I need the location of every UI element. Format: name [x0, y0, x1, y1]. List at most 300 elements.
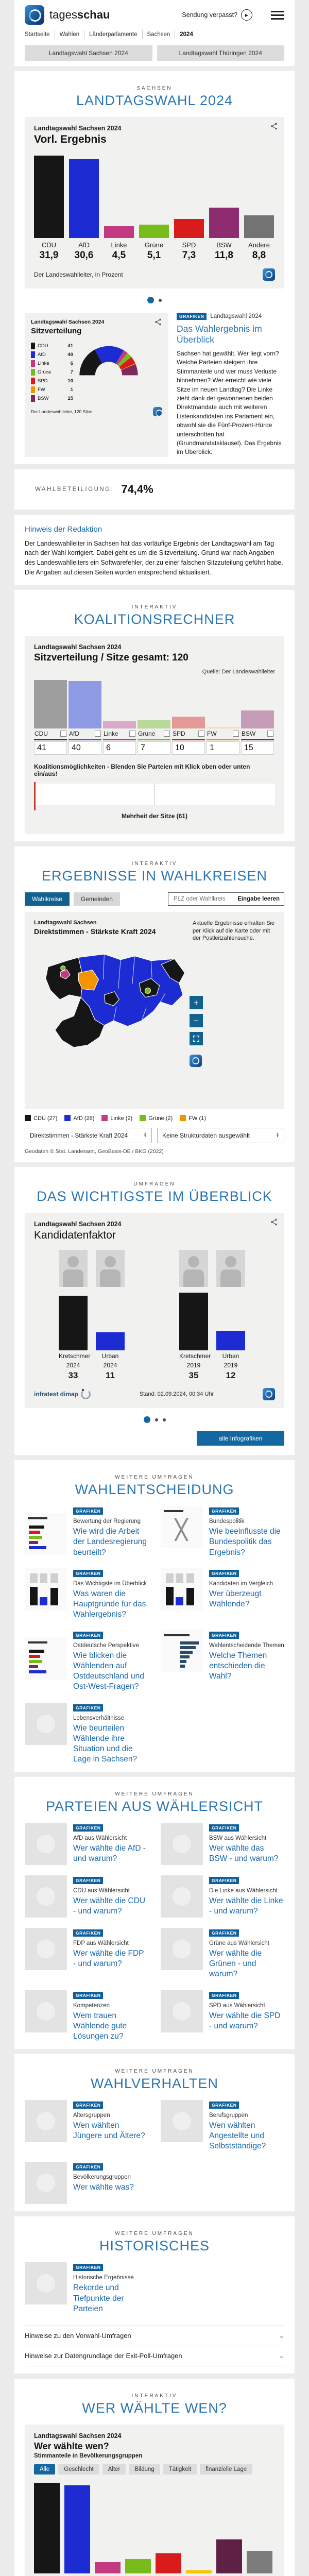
alle-infografiken-button[interactable]: alle Infografiken — [197, 1431, 284, 1446]
tagesschau-logo-icon[interactable] — [25, 5, 44, 25]
teaser-kicker: FDP aus Wählersicht — [73, 1940, 129, 1947]
legend-value: 41 — [67, 343, 73, 349]
teaser-thumbnail[interactable] — [25, 1928, 67, 1970]
nav-item-sachsen[interactable]: Sachsen — [143, 30, 176, 39]
teaser-title[interactable]: Wem trauen Wählende gute Lösungen zu? — [73, 2011, 127, 2041]
grafiken-badge: GRAFIKEN — [209, 1507, 239, 1515]
section-wahlentscheidung — [14, 1460, 295, 1772]
section-title: WER WÄHLTE WEN? — [82, 2400, 227, 2416]
card-kicker: Landtagswahl Sachsen 2024 — [34, 643, 122, 651]
kandidatenfaktor-chart — [59, 1250, 275, 1381]
seat-count-input[interactable]: 40 — [68, 741, 101, 755]
carousel-dot-2[interactable] — [155, 1418, 158, 1421]
bar-AfD — [69, 159, 99, 238]
party-checkbox[interactable] — [233, 731, 239, 737]
card-kicker: Landtagswahl Sachsen 2024 — [34, 1221, 122, 1228]
teaser-card[interactable] — [25, 1703, 148, 1765]
grafiken-badge: GRAFIKEN — [73, 2264, 103, 2271]
legend-row — [31, 394, 73, 403]
teaser-card[interactable] — [161, 1928, 284, 1979]
bar-column-SPD — [156, 2482, 181, 2576]
teaser-thumbnail[interactable] — [25, 1875, 67, 1918]
wahlbeteiligung-value: 74,4% — [121, 482, 153, 496]
party-label: SPD — [173, 730, 185, 737]
teaser-card[interactable] — [25, 1630, 148, 1692]
teaser-title[interactable]: Wer wählte die Grünen - und warum? — [209, 1949, 262, 1979]
teaser-thumbnail[interactable] — [25, 2100, 67, 2142]
bar-value: 7,3 — [182, 250, 196, 261]
bar-value: 30,6 — [74, 250, 94, 261]
koalition-column-Linke — [103, 679, 136, 755]
grafiken-badge: GRAFIKEN — [73, 1992, 103, 1999]
teaser-card[interactable] — [161, 1990, 284, 2042]
carousel-dot-2[interactable] — [159, 299, 162, 302]
saxony-map[interactable] — [34, 946, 188, 1060]
teaser-card[interactable] — [25, 2100, 148, 2151]
bar-value: 4,5 — [112, 250, 126, 261]
nav-item-wahlen[interactable]: Wahlen — [55, 30, 85, 39]
bar-BSW — [209, 208, 239, 238]
teaser-title[interactable]: Wie beurteilen Wählende ihre Situation und die Lage in Sachsen? — [73, 1723, 138, 1764]
accordion-exit-poll[interactable] — [25, 2346, 284, 2366]
section-kicker: WEITERE UMFRAGEN — [115, 2231, 194, 2237]
bar-column-Linke — [95, 2482, 121, 2576]
section-kicker: WEITERE UMFRAGEN — [115, 2069, 194, 2075]
teaser-title[interactable]: Wer wählte die AfD - und warum? — [73, 1844, 146, 1863]
teaser-thumbnail[interactable] — [161, 1928, 203, 1970]
clear-input-button[interactable]: Eingabe leeren — [237, 895, 280, 902]
tab-sachsen[interactable]: Landtagswahl Sachsen 2024 — [25, 45, 152, 61]
teaser-kicker: Wahlentscheidende Themen — [209, 1642, 284, 1649]
teaser-card[interactable] — [25, 1990, 148, 2042]
accordion-label: Hinweise zur Datengrundlage der Exit-Poll-Umfragen — [25, 2352, 182, 2360]
legend-label: Grüne — [38, 369, 52, 375]
card-koalitionsrechner — [25, 636, 284, 834]
party-checkbox[interactable] — [95, 731, 101, 737]
carousel-dots — [25, 297, 284, 303]
bar-column-AfD — [69, 153, 99, 261]
teaser-thumbnail[interactable] — [25, 1703, 67, 1745]
chart-source: Der Landeswahlleiter, 120 Sitze — [31, 409, 93, 414]
carousel-dot-1[interactable] — [147, 297, 154, 303]
brand[interactable] — [49, 8, 110, 22]
carousel-dot-1[interactable] — [144, 1416, 150, 1423]
party-checkbox[interactable] — [60, 731, 66, 737]
section-kicker: INTERAKTIV — [131, 604, 178, 610]
legend-value: 1 — [70, 387, 73, 393]
party-label: AfD — [69, 730, 80, 737]
filter-chip-Geschlecht[interactable]: Geschlecht — [58, 2464, 99, 2475]
teaser-card[interactable] — [25, 1568, 148, 1620]
map-legend-item: AfD (28) — [64, 1115, 94, 1122]
menu-icon[interactable] — [271, 11, 284, 20]
bar-column-Andere — [247, 2482, 272, 2576]
card-title: Sitzverteilung — [31, 327, 82, 335]
section-ergebnis — [14, 71, 295, 464]
section-title: WAHLVERHALTEN — [90, 2076, 219, 2092]
teaser-card[interactable] — [25, 2162, 148, 2204]
fullscreen-button[interactable] — [190, 1032, 203, 1045]
teaser-title[interactable]: Wer wählte das BSW - und warum? — [209, 1844, 279, 1863]
bar-label: Linke — [111, 241, 127, 249]
structure-data-select[interactable] — [157, 1128, 284, 1143]
filter-chip-Tätigkeit[interactable]: Tätigkeit — [163, 2464, 197, 2475]
seat-count-input[interactable]: 6 — [103, 741, 136, 755]
legend-chip — [31, 369, 35, 376]
teaser-thumbnail[interactable] — [25, 1637, 67, 1680]
legend-chip — [31, 343, 35, 349]
teaser-title[interactable]: Rekorde und Tiefpunkte der Parteien — [73, 2283, 124, 2313]
grafiken-badge: GRAFIKEN — [209, 1570, 239, 1577]
section-title: WAHLENTSCHEIDUNG — [75, 1482, 234, 1498]
section-wahlverhalten — [14, 2054, 295, 2211]
bar-SPD — [156, 2553, 181, 2573]
koalition-hint: Koalitionsmöglichkeiten - Blenden Sie Parteien mit Klick oben oder unten ein/aus! — [34, 762, 250, 777]
bar-BSW — [216, 2539, 242, 2573]
nav-item-2024[interactable]: 2024 — [180, 31, 193, 38]
party-checkbox[interactable] — [164, 731, 170, 737]
card-subtitle: Stimmanteile in Bevölkerungsgruppen — [34, 2452, 143, 2459]
party-checkbox[interactable] — [129, 731, 135, 737]
grafiken-badge: GRAFIKEN — [73, 1632, 103, 1639]
filter-chip-Bildung[interactable]: Bildung — [129, 2464, 160, 2475]
party-label: CDU — [35, 730, 48, 737]
dimap-ring-icon — [81, 1389, 91, 1399]
bar-AfD — [64, 2485, 90, 2573]
accordion-label: Hinweise zu den Vorwahl-Umfragen — [25, 2332, 131, 2340]
bar-Urban — [96, 1332, 125, 1350]
section-umfragen — [14, 1167, 295, 1455]
teaser-thumbnail[interactable] — [161, 1630, 203, 1672]
card-title: Direktstimmen - Stärkste Kraft 2024 — [34, 927, 156, 936]
teaser-card[interactable] — [161, 1630, 284, 1692]
filter-chip-Alle[interactable]: Alle — [34, 2464, 55, 2475]
section-kicker: WEITERE UMFRAGEN — [115, 1475, 194, 1481]
legend-value: 15 — [67, 396, 73, 401]
teaser-card[interactable] — [161, 1506, 284, 1557]
header — [14, 0, 295, 66]
card-wahlkreis-map — [25, 912, 284, 1109]
teaser-title[interactable]: Wen wählten Jüngere und Ältere? — [73, 2121, 145, 2141]
tagesschau-mini-logo-icon — [263, 1388, 275, 1400]
legend-label: BSW — [38, 396, 49, 401]
legend-row — [31, 377, 73, 385]
party-color-line — [138, 739, 170, 740]
chart-source: Der Landeswahlleiter, in Prozent — [34, 271, 123, 278]
map-legend-chip — [180, 1115, 186, 1121]
teaser-card[interactable] — [25, 1928, 148, 1979]
candidate-year: 2024 — [66, 1362, 80, 1369]
bar-CDU — [34, 2483, 60, 2573]
party-checkbox[interactable] — [267, 731, 273, 737]
teaser-thumbnail[interactable] — [25, 1990, 67, 2032]
chevron-down-icon: ⌄ — [279, 2331, 284, 2340]
teaser-grid-wahlentscheidung — [25, 1506, 284, 1765]
tab-thueringen[interactable]: Landtagswahl Thüringen 2024 — [157, 45, 285, 61]
grafiken-badge: GRAFIKEN — [73, 1824, 103, 1832]
filter-chip-finanzielle Lage[interactable]: finanzielle Lage — [200, 2464, 252, 2475]
teaser-kicker: Lebensverhältnisse — [73, 1715, 125, 1721]
legend-label: AfD — [38, 352, 46, 358]
section-parteien-waehlersicht — [14, 1777, 295, 2049]
card-kicker: Landtagswahl Sachsen — [34, 919, 97, 926]
share-icon[interactable] — [270, 1218, 278, 1226]
party-color-line — [68, 739, 101, 740]
tagesschau-mini-logo-icon — [263, 268, 275, 281]
koalition-column-CDU — [34, 679, 67, 755]
filter-chip-Alter[interactable]: Alter — [102, 2464, 126, 2475]
teaser-card[interactable] — [161, 1568, 284, 1620]
map-legend-item: Grüne (2) — [140, 1115, 173, 1122]
koalition-bar-Grüne[interactable] — [138, 720, 170, 728]
teaser-thumbnail[interactable] — [25, 1823, 67, 1865]
candidate-photo — [216, 1250, 245, 1287]
bar-label: Grüne — [144, 241, 164, 249]
accordion-vorwahl-umfragen[interactable] — [25, 2326, 284, 2346]
map-legend-chip — [25, 1115, 31, 1121]
bar-value: 8,8 — [252, 250, 266, 261]
toggle-gemeinden[interactable]: Gemeinden — [74, 892, 120, 906]
teaser-kicker: Kompetenzen — [73, 2002, 110, 2009]
bar-Linke — [95, 2562, 121, 2573]
teaser-title[interactable]: Wer wählte die SPD - und warum? — [209, 2011, 281, 2030]
section-kicker: INTERAKTIV — [131, 860, 178, 867]
party-label: Grüne — [138, 730, 156, 737]
grafiken-badge: GRAFIKEN — [209, 1632, 239, 1639]
section-kicker: SACHSEN — [136, 86, 173, 91]
bar-Grüne — [139, 225, 169, 238]
teaser-title[interactable]: Wie blicken die Wählenden auf Ostdeutschland und Ost-West-Fragen? — [73, 1651, 144, 1691]
grafiken-badge: GRAFIKEN — [209, 1929, 239, 1937]
koalition-bar-BSW[interactable] — [241, 710, 274, 728]
legend-label: Linke — [38, 361, 49, 366]
zoom-out-button[interactable]: − — [190, 1014, 203, 1027]
teaser-title[interactable]: Wer überzeugt Wählende? — [209, 1589, 262, 1608]
koalition-bar-CDU[interactable] — [34, 680, 67, 728]
overview-teaser[interactable] — [177, 313, 284, 457]
candidate-value: 33 — [68, 1370, 78, 1381]
legend-label: SPD — [38, 378, 48, 384]
candidate-name: Kretschmer — [179, 1352, 211, 1360]
geodata-source: Geodaten © Stat. Landesamt, GeoBasis-DE / BKG (2022) — [25, 1148, 164, 1155]
candidate-photo — [96, 1250, 125, 1287]
map-legend — [25, 1115, 284, 1122]
card-kicker: Landtagswahl Sachsen 2024 — [34, 2432, 122, 2439]
wahlbeteiligung-label: WAHLBETEILIGUNG: — [35, 486, 114, 493]
candidate-value: 35 — [188, 1370, 199, 1381]
teaser-text: Sachsen hat gewählt. Wer liegt vorn? Welche Parteien steigern ihre Stimmanteile und wer muss Verluste hinnehmen? Wer erreicht wie viele Sitze im neuen Landtag? Die Linke zieht dank der gewonnenen beiden Direktmandate auch mit weiteren Listenkandidaten ins Parlament ein, obwohl sie die Fünf-Prozent-Hürde unterschritten hat (Grundmandatsklausel). Das Ergebnis im Überblick. — [177, 350, 282, 456]
teaser-title[interactable]: Das Wahlergebnis im Überblick — [177, 324, 262, 345]
candidate-year: 2019 — [186, 1362, 201, 1369]
toggle-wahlkreise[interactable]: Wahlkreise — [25, 892, 70, 906]
teaser-thumbnail[interactable] — [161, 2100, 203, 2142]
koalition-bar-Linke[interactable] — [103, 721, 136, 728]
seat-count-input[interactable]: 41 — [34, 741, 67, 755]
section-wahlbeteiligung — [14, 469, 295, 510]
teaser-card[interactable] — [161, 1875, 284, 1918]
www-bar-chart — [34, 2482, 275, 2576]
bar-Kretschmer — [179, 1293, 208, 1350]
party-color-line — [241, 739, 274, 740]
candidate-value: 11 — [106, 1370, 115, 1381]
teaser-thumbnail[interactable] — [161, 1568, 203, 1611]
teaser-kicker: Berufsgruppen — [209, 2112, 248, 2119]
ergebnis-bar-chart — [34, 153, 275, 261]
seat-count-input[interactable]: 10 — [172, 741, 205, 755]
teaser-kicker: Historische Ergebnisse — [73, 2275, 134, 2281]
grafiken-badge: GRAFIKEN — [73, 1877, 103, 1884]
card-title: Sitzverteilung / Sitze gesamt: 120 — [34, 652, 188, 663]
teaser-title[interactable]: Wer wählte die CDU - und warum? — [73, 1896, 146, 1916]
koalition-bar-SPD[interactable] — [172, 717, 205, 728]
share-icon[interactable] — [270, 122, 278, 130]
bar-label: CDU — [41, 241, 57, 249]
candidate-name: Urban — [101, 1352, 119, 1360]
carousel-dot-3[interactable] — [163, 1418, 166, 1421]
candidate-year: 2019 — [224, 1362, 238, 1369]
teaser-thumbnail[interactable] — [25, 2262, 67, 2304]
carousel-dots — [25, 1416, 284, 1423]
majority-line — [154, 784, 155, 805]
grafiken-badge: GRAFIKEN — [209, 1824, 239, 1832]
grafiken-badge: GRAFIKEN — [177, 313, 207, 320]
brand-suffix: schau — [77, 8, 110, 21]
teaser-kicker: AfD aus Wählersicht — [73, 1835, 127, 1842]
legend-row — [31, 368, 73, 377]
map-note: Aktuelle Ergebnisse erhalten Sie per Klick auf die Karte oder mit der Postleitzahlensuche. — [193, 920, 274, 942]
legend-value: 10 — [67, 378, 73, 384]
legend-row — [31, 385, 73, 394]
teaser-kicker: Bundespolitik — [209, 1518, 245, 1525]
card-kandidatenfaktor — [25, 1213, 284, 1408]
koalition-bar-AfD[interactable] — [68, 681, 101, 728]
teaser-grid-historisches — [25, 2262, 284, 2314]
bar-CDU — [34, 156, 64, 238]
teaser-title[interactable]: Welche Themen entschieden die Wahl? — [209, 1651, 267, 1681]
teaser-card[interactable] — [161, 2100, 284, 2151]
candidate-column — [96, 1250, 125, 1381]
candidate-column — [179, 1250, 211, 1381]
teaser-thumbnail[interactable] — [25, 1513, 67, 1555]
nav-item-laenderparlamente[interactable]: Länderparlamente — [84, 30, 142, 39]
section-hinweis — [14, 515, 295, 585]
grafiken-badge: GRAFIKEN — [73, 1570, 103, 1577]
seat-count-input[interactable]: 7 — [138, 741, 170, 755]
card-kicker: Landtagswahl Sachsen 2024 — [34, 125, 122, 132]
bar-column-SPD — [174, 153, 204, 261]
bar-Kretschmer — [59, 1296, 88, 1350]
nav-item-startseite[interactable]: Startseite — [25, 30, 55, 39]
legend-chip — [31, 351, 35, 358]
section-title: ERGEBNISSE IN WAHLKREISEN — [41, 868, 268, 884]
candidate-column — [216, 1250, 245, 1381]
teaser-title[interactable]: Was waren die Hauptgründe für das Wahlergebnis? — [73, 1589, 146, 1619]
zoom-in-button[interactable]: + — [190, 996, 203, 1009]
bar-Linke — [104, 226, 134, 238]
koalition-column-FW — [207, 679, 239, 755]
play-icon[interactable]: ▶ — [241, 9, 252, 21]
map-data-select[interactable] — [25, 1128, 152, 1143]
fullscreen-icon — [193, 1035, 200, 1042]
sendung-verpasst-label: Sendung verpasst? — [182, 11, 237, 19]
teaser-title[interactable]: Wie beeinflusste die Bundespolitik das Ergebnis? — [209, 1527, 281, 1557]
map-legend-chip — [140, 1115, 146, 1121]
section-koalitionsrechner — [14, 590, 295, 841]
teaser-kicker: Ostdeutsche Perspektive — [73, 1642, 139, 1649]
teaser-thumbnail[interactable] — [25, 2162, 67, 2204]
section-title: DAS WICHTIGSTE IM ÜBERBLICK — [37, 1189, 272, 1205]
sendung-verpasst-link[interactable] — [182, 9, 252, 21]
teaser-card[interactable] — [25, 2262, 148, 2314]
teaser-thumbnail[interactable] — [161, 1990, 203, 2032]
party-checkbox[interactable] — [198, 731, 204, 737]
teaser-title[interactable]: Wer wählte was? — [73, 2183, 134, 2192]
teaser-thumbnail[interactable] — [161, 1875, 203, 1918]
bar-value: 5,1 — [147, 250, 161, 261]
legend-row — [31, 350, 73, 359]
party-color-line — [207, 739, 239, 740]
grafiken-badge: GRAFIKEN — [209, 2102, 239, 2109]
bar-column-BSW — [216, 2482, 242, 2576]
teaser-card[interactable] — [25, 1823, 148, 1865]
koalition-column-Grüne — [138, 679, 170, 755]
brand-prefix: tages — [49, 8, 77, 21]
candidate-group — [179, 1250, 245, 1381]
legend-chip — [31, 386, 35, 393]
legend-label: CDU — [38, 343, 48, 349]
party-color-line — [34, 739, 67, 740]
teaser-card[interactable] — [161, 1823, 284, 1865]
grafiken-badge: GRAFIKEN — [209, 1877, 239, 1884]
legend-row — [31, 342, 73, 350]
share-icon[interactable] — [154, 318, 162, 326]
bar-SPD — [174, 219, 204, 238]
bar-value: 31,9 — [39, 250, 59, 261]
teaser-title[interactable]: Wie wird die Arbeit der Landesregierung beurteilt? — [73, 1527, 147, 1557]
teaser-title[interactable]: Wer wählte die Linke - und warum? — [209, 1896, 283, 1916]
teaser-card[interactable] — [25, 1875, 148, 1918]
chart-source: Quelle: Der Landeswahlleiter — [202, 668, 275, 675]
legend-row — [31, 359, 73, 368]
teaser-title[interactable]: Wer wählte die FDP - und warum? — [73, 1949, 144, 1969]
section-wer-waehlte-wen — [14, 2379, 295, 2576]
section-kicker: INTERAKTIV — [131, 2393, 178, 2399]
section-kicker: WEITERE UMFRAGEN — [115, 1791, 194, 1798]
seat-count-input[interactable]: 1 — [207, 741, 239, 755]
bar-Andere — [244, 215, 274, 238]
bar-Andere — [247, 2551, 272, 2573]
candidate-value: 12 — [226, 1370, 236, 1381]
grafiken-badge: GRAFIKEN — [73, 1507, 103, 1515]
infratest-dimap-logo: infratest dimap — [34, 1389, 91, 1399]
teaser-title[interactable]: Wen wählten Angestellte und Selbstständige? — [209, 2121, 266, 2151]
teaser-thumbnail[interactable] — [161, 1823, 203, 1865]
section-kicker: UMFRAGEN — [133, 1181, 176, 1188]
teaser-thumbnail[interactable] — [25, 1568, 67, 1611]
party-label: FW — [207, 730, 217, 737]
teaser-card[interactable] — [25, 1506, 148, 1557]
koalition-bar-FW[interactable] — [207, 727, 239, 728]
breadcrumb-nav — [25, 30, 284, 39]
plz-search-input[interactable] — [173, 895, 234, 903]
chevron-down-icon: ⌄ — [279, 2351, 284, 2360]
seat-count-input[interactable]: 15 — [241, 741, 274, 755]
candidate-column — [59, 1250, 91, 1381]
teaser-thumbnail[interactable] — [161, 1506, 203, 1548]
map-legend-chip — [101, 1115, 108, 1121]
grafiken-badge: GRAFIKEN — [73, 1929, 103, 1937]
card-kicker: Landtagswahl Sachsen 2024 — [31, 319, 105, 325]
